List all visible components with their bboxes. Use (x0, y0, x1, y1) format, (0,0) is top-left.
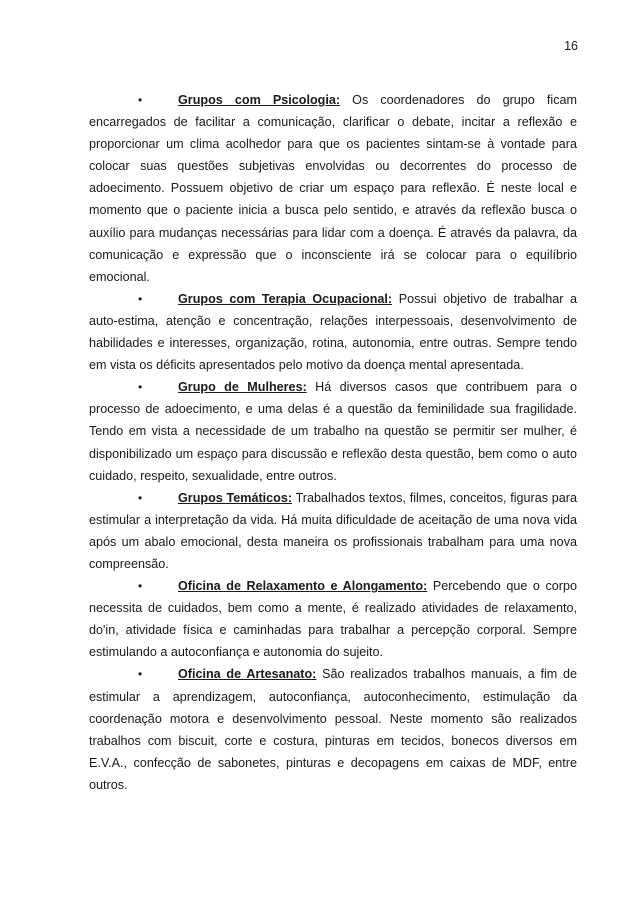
bullet-icon: • (138, 579, 143, 594)
bullet-icon: • (138, 667, 143, 682)
item-text: Percebendo que o corpo necessita de cuidados, bem como a mente, é realizado atividades de relaxamento, do'in, atividade física e caminhadas para trabalhar a percepção corporal. Sempre estimulando a autoconfiança e autonomia do sujeito. (89, 579, 577, 660)
item-title: Grupo de Mulheres: (178, 380, 307, 395)
list-item-psicologia (89, 89, 577, 288)
item-title: Grupos com Terapia Ocupacional: (178, 291, 393, 306)
item-title: Oficina de Relaxamento e Alongamento: (178, 579, 428, 594)
list-item-relaxamento (89, 575, 577, 663)
list-item-terapia-ocupacional (89, 288, 577, 376)
document-body (89, 89, 577, 796)
page-number: 16 (564, 39, 578, 53)
item-text: Há diversos casos que contribuem para o processo de adoecimento, e uma delas é a questão da feminilidade sua fragilidade. Tendo em vista a necessidade de um trabalho na questão se permitir ser mulher, é disponibilizado um espaço para discussão e reflexão desta questão, bem como o auto cuidado, respeito, sexualidade, entre outros. (89, 380, 578, 483)
list-item-tematicos (89, 487, 577, 575)
bullet-icon: • (138, 490, 143, 505)
bullet-icon: • (138, 380, 143, 395)
list-item-mulheres (89, 376, 577, 486)
item-title: Oficina de Artesanato: (178, 667, 317, 682)
item-text: Trabalhados textos, filmes, conceitos, figuras para estimular a interpretação da vida. Há muita dificuldade de aceitação de uma nova vida após um abalo emocional, desta maneira os profissionais trabalham para uma nova compreensão. (89, 490, 577, 571)
bullet-icon: • (138, 291, 143, 306)
item-text: São realizados trabalhos manuais, a fim de estimular a aprendizagem, autoconfiança, autoconhecimento, estimulação da coordenação motora e desenvolvimento pessoal. Neste momento são realizados trabalhos com biscuit, corte e costura, pinturas em tecidos, bonecos diversos em E.V.A., confecção de sabonetes, pinturas e decopagens em caixas de MDF, entre outros. (89, 667, 577, 792)
item-title: Grupos Temáticos: (178, 490, 293, 505)
item-text: Possui objetivo de trabalhar a auto-estima, atenção e concentração, relações interpessoais, desenvolvimento de habilidades e interesses, organização, rotina, autonomia, entre outras. Sempre tendo em vista os déficits apresentados pelo motivo da doença mental apresentada. (89, 291, 578, 373)
list-item-artesanato (89, 663, 577, 796)
item-text: Os coordenadores do grupo ficam encarregados de facilitar a comunicação, clarificar o debate, incitar a reflexão e proporcionar um clima acolhedor para que os pacientes sintam-se à vontade para colocar suas questões subjetivas envolvidas ou decorrentes do processo de adoecimento. Possuem objetivo de criar um espaço para reflexão. É neste local e momento que o paciente inicia a busca pelo sentido, e através da reflexão busca o auxílio para mudanças necessárias para lidar com a doença. É através da palavra, da comunicação e expressão que o inconsciente irá se colocar para o equilíbrio emocional. (89, 93, 577, 284)
item-title: Grupos com Psicologia: (178, 93, 341, 107)
bullet-icon: • (138, 93, 143, 107)
